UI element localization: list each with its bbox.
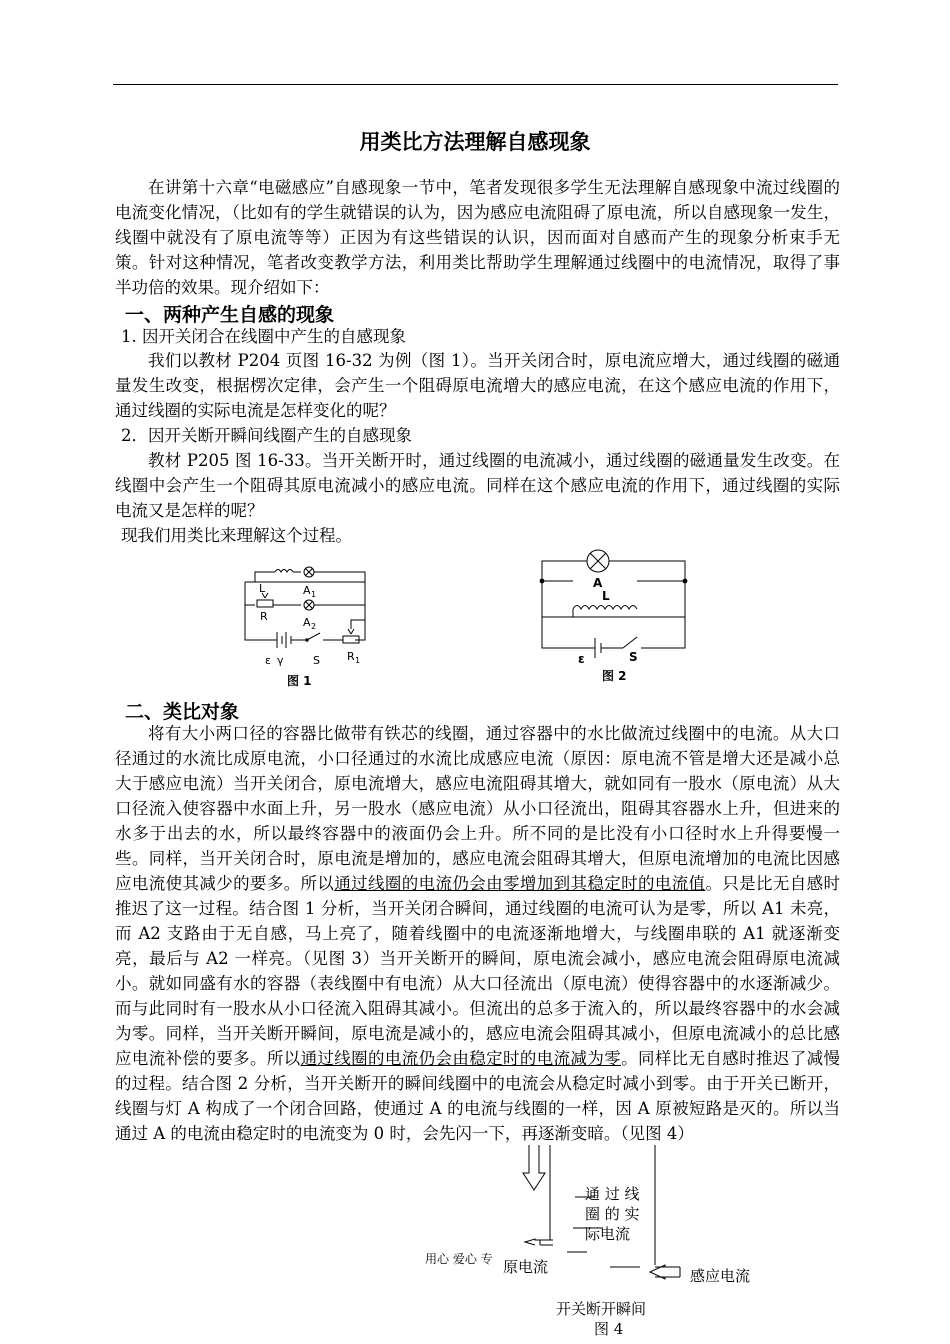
fig1-label-A1: A — [303, 584, 311, 597]
page-footer: 用心 爱心 专 — [425, 1252, 493, 1266]
fig4-induced-current-label: 感应电流 — [690, 1267, 751, 1285]
section1-sub1: 1. 因开关闭合在线圈中产生的自感现象 — [121, 327, 406, 346]
section2-text-b: 。只是比无自感时推迟了这一过程。结合图 1 分析，当开关闭合瞬间，通过线圈的电流可认为是零，所以 A1 未亮，而 A2 支路由于无自感，马上亮了，随着线圈中的电流逐渐地增大，与线圈串联的 A1 就逐渐变亮，最后与 A2 一样亮。（见图 3）当开关断开的瞬间，原电流会减小，感应电流会阻碍原电流减小。就如同盛有水的容器（表线圈中有电流）从大口径流出（原电流）使得容器中的水逐渐减少。而与此同时有一股水从小口径流入阻碍其减小。但流出的总多于流入的，所以最终容器中的水会减为零。同样，当开关断开瞬间，原电流是减小的，感应电流会阻碍其减小，但原电流减小的总比感应电流补偿的要多。所以 — [115, 874, 841, 1068]
fig4-coil-label-3: 际电流 — [585, 1225, 631, 1243]
fig1-label-R1: R — [347, 650, 355, 663]
fig1-label-R: R — [260, 610, 268, 623]
section1-heading: 一、两种产生自感的现象 — [125, 304, 335, 326]
section2-text-a: 将有大小两口径的容器比做带有铁芯的线圈，通过容器中的水比做流过线圈中的电流。从大口径通过的水流比成原电流，小口径通过的水流比成感应电流（原因：原电流不管是增大还是减小总大于感应电流）当开关闭合，原电流增大，感应电流阻碍其增大，就如同有一股水（原电流）从大口径流入使容器中水面上升，另一股水（感应电流）从小口径流出，阻碍其容器水上升，但进来的水多于出去的水，所以最终容器中的液面仍会上升。所不同的是比没有小口径时水上升得要慢一些。同样，当开关闭合时，原电流是增加的，感应电流会阻碍其增大，但原电流增加的电流比因感应电流使其减少的要多。所以 — [115, 724, 840, 893]
intro-paragraph: 在讲第十六章“电磁感应”自感现象一节中，笔者发现很多学生无法理解自感现象中流过线圈的电流变化情况，（比如有的学生就错误的认为，因为感应电流阻碍了原电流，所以自感现象一发生，线圈中就没有了原电流等等）正因为有这些错误的认识，因而面对自感而产生的现象分析束手无策。针对这种情况，笔者改变教学方法，利用类比帮助学生理解通过线圈中的电流情况，取得了事半功倍的效果。现介绍如下： — [115, 178, 840, 297]
fig1-label-emf: ε — [265, 654, 271, 667]
fig4-moment-label: 开关断开瞬间 — [556, 1300, 647, 1318]
fig1-label-A2-sub: 2 — [311, 622, 317, 631]
fig1-label-A2: A — [303, 616, 311, 629]
header-rule — [113, 84, 838, 85]
figure4-caption: 图 4 — [594, 1320, 624, 1338]
section1-paragraph1: 我们以教材 P204 页图 16-32 为例（图 1）。当开关闭合时，原电流应增大，通过线圈的磁通量发生改变，根据楞次定律，会产生一个阻碍原电流增大的感应电流，在这个感应电流的作用下，通过线圈的实际电流是怎样变化的呢？ — [115, 351, 840, 420]
fig1-label-R1-sub: 1 — [355, 656, 361, 665]
page-title: 用类比方法理解自感现象 — [359, 130, 591, 154]
section2-underline-1: 通过线圈的电流仍会由零增加到其稳定时的电流值 — [334, 874, 706, 893]
section2-underline-2: 通过线圈的电流仍会由稳定时的电流减为零 — [300, 1049, 622, 1068]
figure1-circuit — [225, 560, 390, 670]
fig1-label-r: γ — [277, 654, 284, 667]
section1-paragraph3: 现我们用类比来理解这个过程。 — [121, 526, 352, 545]
fig2-label-A: A — [593, 576, 603, 590]
section2-text-c: 。同样比无自感时推迟了减慢的过程。结合图 2 分析，当开关断开的瞬间线圈中的电流会从稳定时减小到零。由于开关已断开，线圈与灯 A 构成了一个闭合回路，使通过 A 的电流与线圈的一样，因 A 原被短路是灭的。所以当通过 A 的电流由稳定时的电流变为 0 时，会先闪一下，再逐渐变暗。（见图 4） — [115, 1049, 841, 1143]
fig2-label-S: S — [629, 650, 638, 664]
section1-sub2: 2．因开关断开瞬间线圈产生的自感现象 — [121, 426, 412, 445]
fig1-label-S: S — [313, 654, 320, 667]
section2-heading: 二、类比对象 — [125, 701, 240, 723]
fig2-label-L: L — [602, 589, 610, 603]
section2-paragraph — [115, 721, 840, 1146]
figure1-caption: 图 1 — [287, 674, 312, 688]
figure2-circuit — [525, 543, 695, 668]
fig4-original-current-label: 原电流 — [503, 1258, 549, 1276]
fig1-label-A1-sub: 1 — [311, 590, 317, 599]
figure2-caption: 图 2 — [602, 669, 627, 683]
fig2-label-emf: ε — [578, 652, 585, 666]
fig1-label-L: L — [259, 582, 266, 595]
section1-paragraph2: 教材 P205 图 16-33。当开关断开时，通过线圈的电流减小，通过线圈的磁通量发生改变。在线圈中会产生一个阻碍其原电流减小的感应电流。同样在这个感应电流的作用下，通过线圈的实际电流又是怎样的呢？ — [115, 451, 840, 520]
fig4-coil-label-2: 圈 的 实 — [585, 1205, 640, 1223]
fig4-coil-label-1: 通 过 线 — [585, 1185, 640, 1203]
